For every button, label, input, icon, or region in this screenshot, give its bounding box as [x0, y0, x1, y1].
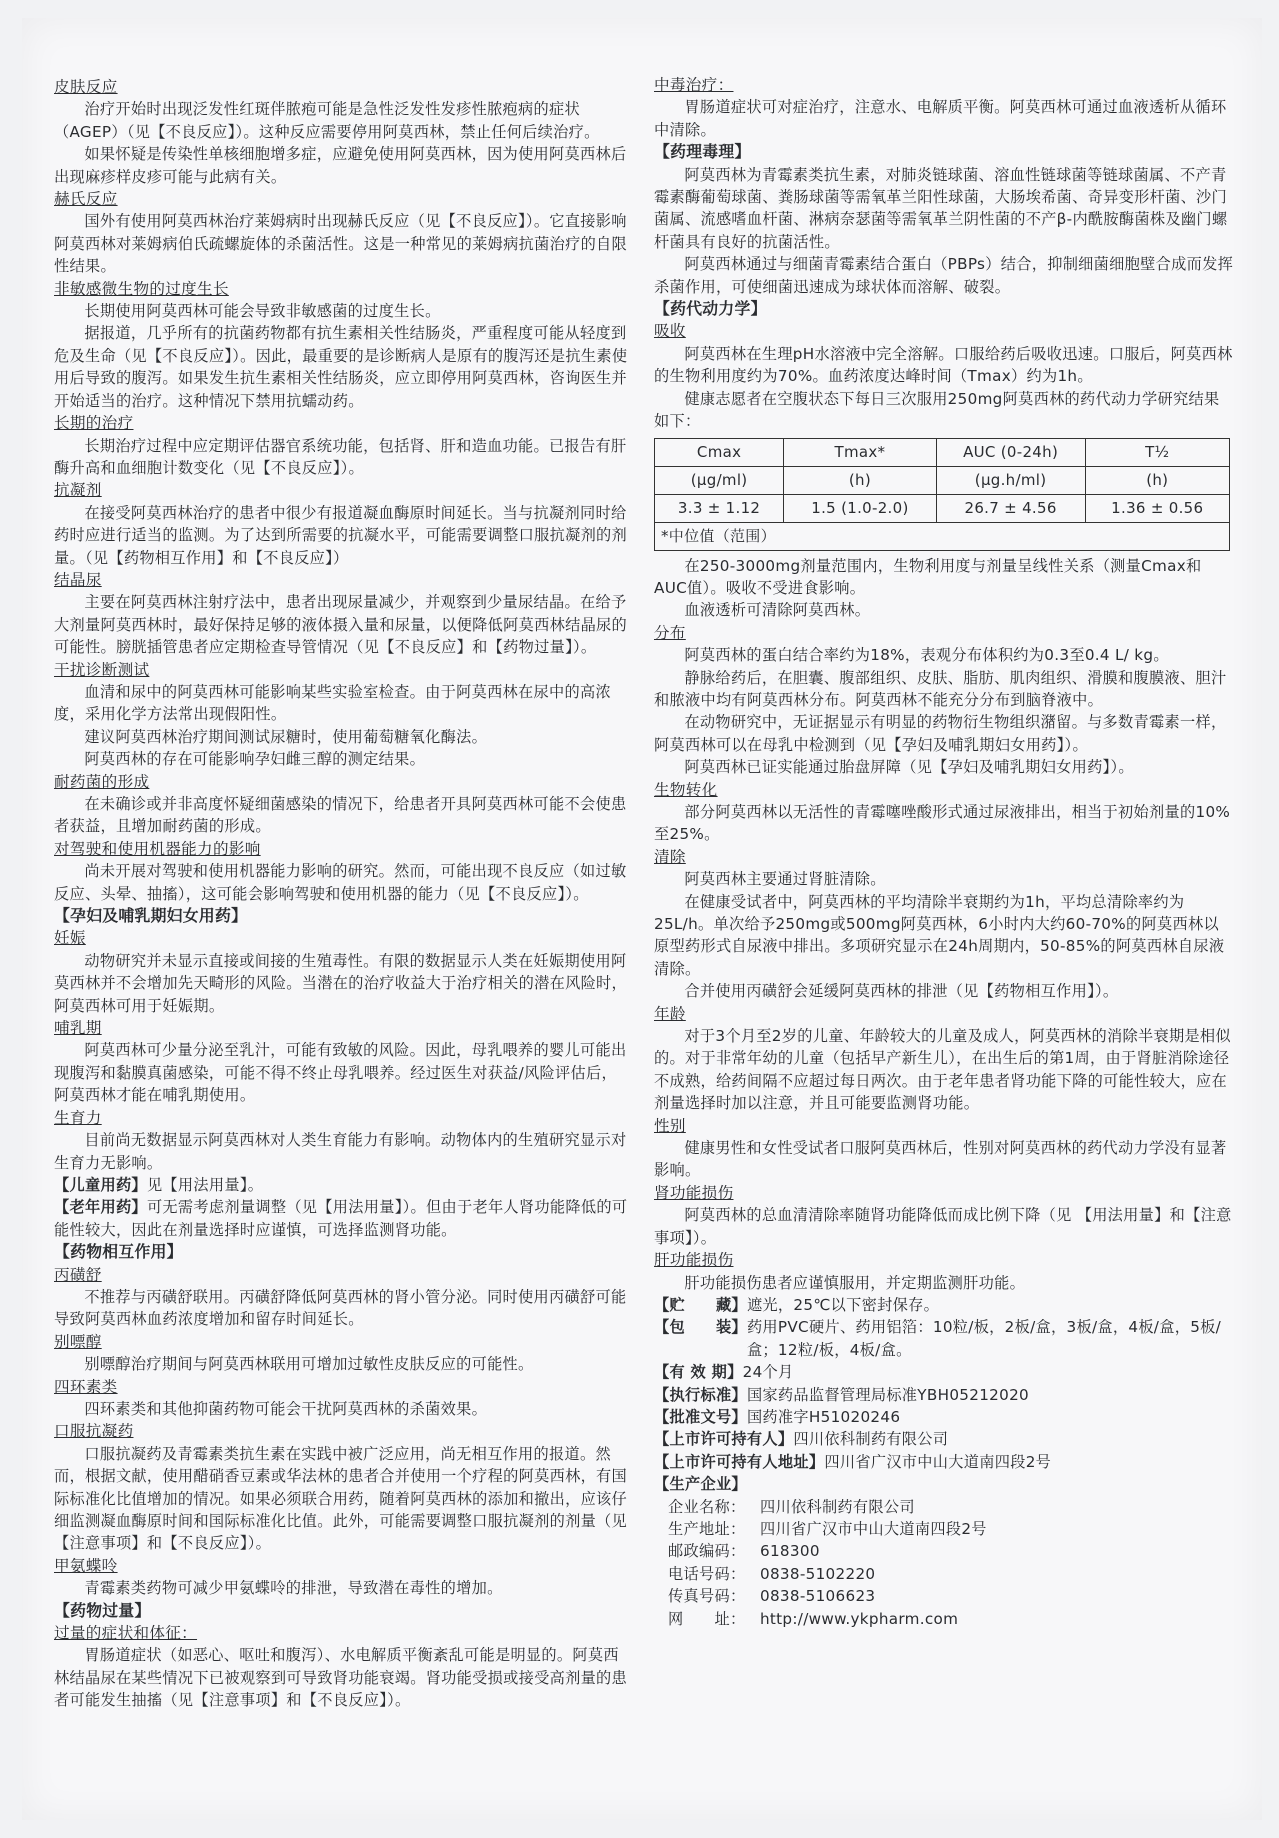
paragraph: 尚未开展对驾驶和使用机器能力影响的研究。然而，可能出现不良反应（如过敏反应、头晕、抽搐），这可能会影响驾驶和使用机器的能力（见【不良反应】）。 — [54, 862, 627, 903]
info-row — [654, 1473, 1234, 1495]
paragraph: 国外有使用阿莫西林治疗莱姆病时出现赫氏反应（见【不良反应】）。它直接影响阿莫西林对莱姆病伯氏疏螺旋体的杀菌活性。这是一种常见的莱姆病抗菌治疗的自限性结果。 — [54, 212, 628, 276]
info-value: 药用PVC硬片、药用铝箔：10粒/板，2板/盒，3板/盒，4板/盒，5板/盒；12粒/板，4板/盒。 — [746, 1318, 1222, 1359]
subsection-heading: 年龄 — [654, 1004, 686, 1023]
paragraph: 阿莫西林为青霉素类抗生素，对肺炎链球菌、溶血性链球菌等链球菌属、不产青霉素酶葡萄球菌、粪肠球菌等需氧革兰阳性球菌，大肠埃希菌、奇异变形杆菌、沙门菌属、流感嗜血杆菌、淋病奈瑟菌等需氧革兰阴性菌的不产β-内酰胺酶菌株及幽门螺杆菌具有良好的抗菌活性。 — [654, 165, 1228, 251]
paragraph: 阿莫西林可少量分泌至乳汁，可能有致敏的风险。因此，母乳喂养的婴儿可能出现腹泻和黏膜真菌感染，可能不得不终止母乳喂养。经过医生对获益/风险评估后，阿莫西林才能在哺乳期使用。 — [54, 1041, 627, 1105]
left-column — [54, 76, 630, 1712]
info-label: 【贮 藏】 — [654, 1295, 747, 1314]
paragraph: 阿莫西林的总血清清除率随肾功能降低而成比例下降（见 【用法用量】和【注意事项】）。 — [654, 1206, 1232, 1247]
info-value: 24个月 — [742, 1363, 794, 1382]
paragraph: 不推荐与丙磺舒联用。丙磺舒降低阿莫西林的肾小管分泌。同时使用丙磺舒可能导致阿莫西林血药浓度增加和留存时间延长。 — [54, 1287, 627, 1329]
pk-footnote: *中位值（范围） — [655, 522, 1230, 550]
manufacturer-value: 四川依科制药有限公司 — [760, 1497, 915, 1516]
manufacturer-value: 0838-5102220 — [760, 1564, 876, 1583]
paragraph: 静脉给药后，在胆囊、腹部组织、皮肤、脂肪、肌肉组织、滑膜和腹膜液、胆汁和脓液中均有阿莫西林分布。阿莫西林不能充分分布到脑脊液中。 — [654, 668, 1227, 709]
manufacturer-row — [668, 1563, 1234, 1585]
paragraph: 健康男性和女性受试者口服阿莫西林后，性别对阿莫西林的药代动力学没有显著影响。 — [654, 1139, 1227, 1180]
paragraph: 部分阿莫西林以无活性的青霉噻唑酸形式通过尿液排出，相当于初始剂量的10%至25%。 — [654, 802, 1231, 844]
paragraph: 血液透析可清除阿莫西林。 — [684, 601, 871, 620]
manufacturer-label: 企业名称： — [668, 1497, 746, 1516]
info-value: 国药准字H51020246 — [746, 1407, 901, 1426]
subsection-heading: 四环素类 — [54, 1377, 118, 1396]
subsection-heading: 口服抗凝药 — [54, 1422, 134, 1441]
pk-header-tmax: Tmax* — [784, 438, 936, 466]
subsection-heading: 别嘌醇 — [54, 1332, 102, 1351]
info-label: 【包 装】 — [654, 1318, 747, 1337]
manufacturer-label: 生产地址： — [668, 1519, 746, 1538]
subsection-heading: 耐药菌的形成 — [54, 772, 150, 791]
manufacturer-row — [668, 1540, 1234, 1562]
pk-unit-cell: (h) — [784, 466, 936, 494]
paragraph: 胃肠道症状可对症治疗，注意水、电解质平衡。阿莫西林可通过血液透析从循环中清除。 — [654, 98, 1227, 139]
info-row — [654, 1294, 1234, 1316]
pk-value-row — [655, 494, 1230, 522]
info-row — [654, 1451, 1234, 1473]
paragraph: 长期使用阿莫西林可能会导致非敏感菌的过度生长。 — [84, 302, 441, 321]
right-column — [654, 74, 1234, 1630]
manufacturer-row — [668, 1496, 1234, 1518]
pk-unit-row — [655, 466, 1230, 494]
subsection-heading: 干扰诊断测试 — [54, 660, 150, 679]
pk-header-auc: AUC (0-24h) — [936, 438, 1085, 466]
manufacturer-value: 0838-5106623 — [760, 1587, 876, 1606]
subsection-heading: 肾功能损伤 — [654, 1183, 734, 1202]
paragraph: 肝功能损伤患者应谨慎服用，并定期监测肝功能。 — [684, 1273, 1026, 1292]
info-value: 国家药品监督管理局标准YBH05212020 — [746, 1385, 1030, 1404]
manufacturer-row — [668, 1608, 1234, 1630]
manufacturer-label: 邮政编码： — [668, 1542, 746, 1561]
pk-unit-cell: (μg.h/ml) — [936, 466, 1085, 494]
manufacturer-value: 四川省广汉市中山大道南四段2号 — [760, 1519, 987, 1538]
info-row — [654, 1428, 1234, 1450]
pk-unit-cell: (h) — [1085, 466, 1229, 494]
paragraph: 在动物研究中，无证据显示有明显的药物衍生物组织潴留。与多数青霉素一样，阿莫西林可以在母乳中检测到（见【孕妇及哺乳期妇女用药】）。 — [654, 713, 1227, 754]
paragraph: 健康志愿者在空腹状态下每日三次服用250mg阿莫西林的药代动力学研究结果如下： — [654, 389, 1220, 431]
paragraph: 青霉素类药物可减少甲氨蝶呤的排泄，导致潜在毒性的增加。 — [84, 1579, 503, 1598]
paragraph: 长期治疗过程中应定期评估器官系统功能，包括肾、肝和造血功能。已报告有肝酶升高和血细胞计数变化（见【不良反应】）。 — [54, 436, 627, 477]
pk-footnote-row — [655, 522, 1230, 550]
subsection-heading: 肝功能损伤 — [654, 1251, 734, 1270]
paragraph: 血清和尿中的阿莫西林可能影响某些实验室检查。由于阿莫西林在尿中的高浓度，采用化学方法常出现假阳性。 — [54, 682, 611, 724]
info-label: 【执行标准】 — [654, 1385, 747, 1404]
manufacturer-label: 网 址： — [668, 1609, 746, 1628]
info-label: 【上市许可持有人】 — [654, 1430, 794, 1449]
section-paragraph — [54, 1174, 630, 1196]
pk-value-cell: 1.5 (1.0-2.0) — [784, 494, 936, 522]
section-heading: 【药代动力学】 — [654, 299, 767, 319]
info-row — [654, 1316, 1234, 1361]
subsection-heading: 吸收 — [654, 322, 686, 341]
subsection-heading: 抗凝剂 — [54, 481, 102, 500]
subsection-heading: 过量的症状和体征： — [54, 1624, 198, 1643]
section-heading: 【药物相互作用】 — [54, 1242, 183, 1262]
manufacturer-details — [654, 1496, 1234, 1630]
info-label: 【有 效 期】 — [654, 1363, 743, 1382]
subsection-heading: 清除 — [654, 847, 686, 866]
pk-value-cell: 3.3 ± 1.12 — [655, 494, 784, 522]
subsection-heading: 长期的治疗 — [54, 414, 134, 433]
paragraph: 对于3个月至2岁的儿童、年龄较大的儿童及成人，阿莫西林的消除半衰期是相似的。对于非常年幼的儿童（包括早产新生儿），在出生后的第1周，由于肾脏消除途径不成熟，给药间隔不应超过每日两次。由于老年患者肾功能下降的可能性较大，应在剂量选择时加以注意，并且可能要监测肾功能。 — [654, 1027, 1231, 1113]
section-heading: 【儿童用药】 — [54, 1175, 147, 1194]
subsection-heading: 甲氨蝶呤 — [54, 1556, 118, 1575]
subsection-heading: 分布 — [654, 623, 686, 642]
paragraph-text: 可无需考虑剂量调整（见【用法用量】）。但由于老年人肾功能降低的可能性较大，因此在剂量选择时应谨慎，可选择监测肾功能。 — [54, 1198, 628, 1239]
right-top-section — [654, 74, 1234, 433]
right-mid-section — [654, 555, 1234, 1294]
paragraph: 胃肠道症状（如恶心、呕吐和腹泻）、水电解质平衡紊乱可能是明显的。阿莫西林结晶尿在某些情况下已被观察到可导致肾功能衰竭。肾功能受损或接受高剂量的患者可能发生抽搐（见【注意事项】和【不良反应】）。 — [54, 1646, 628, 1710]
info-value: 遮光，25℃以下密封保存。 — [746, 1295, 940, 1314]
pk-value-cell: 26.7 ± 4.56 — [936, 494, 1085, 522]
paragraph: 阿莫西林通过与细菌青霉素结合蛋白（PBPs）结合，抑制细菌细胞壁合成而发挥杀菌作用，可使细菌迅速成为球状体而溶解、破裂。 — [654, 255, 1234, 296]
paragraph: 四环素类和其他抑菌药物可能会干扰阿莫西林的杀菌效果。 — [84, 1399, 488, 1418]
info-row — [654, 1361, 1234, 1383]
paragraph: 目前尚无数据显示阿莫西林对人类生育能力有影响。动物体内的生殖研究显示对生育力无影响。 — [54, 1131, 627, 1172]
subsection-heading: 赫氏反应 — [54, 190, 118, 209]
subsection-heading: 丙磺舒 — [54, 1265, 102, 1284]
pk-header-row — [655, 438, 1230, 466]
paragraph: 口服抗凝药及青霉素类抗生素在实践中被广泛应用，尚无相互作用的报道。然而，根据文献，使用醋硝香豆素或华法林的患者合并使用一个疗程的阿莫西林，有国际标准化比值增加的情况。如果必须联合用药，随着阿莫西林的添加和撤出，应该仔细监测凝血酶原时间和国际标准化比值。此外，可能需要调整口服抗凝剂的剂量（见【注意事项】和【不良反应】）。 — [54, 1444, 628, 1553]
manufacturer-value: 618300 — [760, 1542, 820, 1561]
paragraph: 别嘌醇治疗期间与阿莫西林联用可增加过敏性皮肤反应的可能性。 — [84, 1355, 534, 1374]
paragraph: 阿莫西林的存在可能影响孕妇雌三醇的测定结果。 — [84, 750, 426, 769]
paragraph: 主要在阿莫西林注射疗法中，患者出现尿量减少，并观察到少量尿结晶。在给予大剂量阿莫西林时，最好保持足够的液体摄入量和尿量，以便降低阿莫西林结晶尿的可能性。膀胱插管患者应定期检查导管情况（见【不良反应】和【药物过量】）。 — [54, 593, 628, 657]
section-heading: 【老年用药】 — [54, 1198, 147, 1217]
manufacturer-row — [668, 1585, 1234, 1607]
manufacturer-label: 电话号码： — [668, 1564, 746, 1583]
subsection-heading: 非敏感微生物的过度生长 — [54, 279, 229, 298]
subsection-heading: 对驾驶和使用机器能力的影响 — [54, 839, 261, 858]
section-heading: 【药物过量】 — [54, 1600, 151, 1620]
pk-header-cmax: Cmax — [655, 438, 784, 466]
paragraph: 在未确诊或并非高度怀疑细菌感染的情况下，给患者开具阿莫西林可能不会使患者获益，且增加耐药菌的形成。 — [54, 795, 627, 836]
paragraph: 在250-3000mg剂量范围内，生物利用度与剂量呈线性关系（测量Cmax和AUC值）。吸收不受进食影响。 — [654, 556, 1202, 597]
paragraph: 治疗开始时出现泛发性红斑伴脓疱可能是急性泛发性发疹性脓疱病的症状（AGEP）（见【不良反应】）。这种反应需要停用阿莫西林，禁止任何后续治疗。 — [54, 100, 600, 141]
subsection-heading: 皮肤反应 — [54, 78, 118, 96]
paragraph-text: 见【用法用量】。 — [146, 1175, 264, 1194]
manufacturer-value: http://www.ykpharm.com — [760, 1609, 959, 1628]
leaflet-page — [22, 18, 1262, 1820]
paragraph: 合并使用丙磺舒会延缓阿莫西林的排泄（见【药物相互作用】）。 — [684, 982, 1119, 1001]
info-label: 【批准文号】 — [654, 1407, 747, 1426]
paragraph: 阿莫西林已证实能通过胎盘屏障（见【孕妇及哺乳期妇女用药】）。 — [684, 758, 1134, 777]
paragraph: 建议阿莫西林治疗期间测试尿糖时，使用葡萄糖氧化酶法。 — [84, 727, 488, 746]
manufacturer-label: 传真号码： — [668, 1587, 746, 1606]
subsection-heading: 中毒治疗： — [654, 76, 734, 94]
info-value: 四川依科制药有限公司 — [793, 1430, 949, 1449]
info-row — [654, 1406, 1234, 1428]
paragraph: 动物研究并未显示直接或间接的生殖毒性。有限的数据显示人类在妊娠期使用阿莫西林并不会增加先天畸形的风险。当潜在的治疗收益大于治疗相关的潜在风险时，阿莫西林可用于妊娠期。 — [54, 951, 628, 1015]
subsection-heading: 性别 — [654, 1116, 686, 1135]
manufacturer-row — [668, 1518, 1234, 1540]
subsection-heading: 生育力 — [54, 1108, 102, 1127]
paragraph: 据报道，几乎所有的抗菌药物都有抗生素相关性结肠炎，严重程度可能从轻度到危及生命（见【不良反应】）。因此，最重要的是诊断病人是原有的腹泻还是抗生素使用后导致的腹泻。如果发生抗生素相关性结肠炎，应立即停用阿莫西林，咨询医生并开始适当的治疗。这种情况下禁用抗蠕动药。 — [54, 324, 628, 410]
subsection-heading: 生物转化 — [654, 780, 718, 799]
paragraph: 在接受阿莫西林治疗的患者中很少有报道凝血酶原时间延长。当与抗凝剂同时给药时应进行适当的监测。为了达到所需要的抗凝水平，可能需要调整口服抗凝剂的剂量。（见【药物相互作用】和【不良反应】） — [54, 503, 628, 567]
info-row — [654, 1384, 1234, 1406]
product-info-section — [654, 1294, 1234, 1496]
pk-unit-cell: (μg/ml) — [655, 466, 784, 494]
paragraph: 阿莫西林主要通过肾脏清除。 — [684, 870, 886, 889]
info-label: 【生产企业】 — [654, 1475, 747, 1494]
subsection-heading: 哺乳期 — [54, 1019, 102, 1038]
paragraph: 如果怀疑是传染性单核细胞增多症，应避免使用阿莫西林，因为使用阿莫西林后出现麻疹样皮疹可能与此病有关。 — [54, 145, 627, 186]
subsection-heading: 妊娠 — [54, 929, 86, 948]
subsection-heading: 结晶尿 — [54, 570, 102, 589]
section-heading: 【药理毒理】 — [654, 142, 751, 162]
pk-value-cell: 1.36 ± 0.56 — [1085, 494, 1229, 522]
paragraph: 阿莫西林的蛋白结合率约为18%，表观分布体积约为0.3至0.4 L/ kg。 — [684, 646, 1169, 665]
paragraph: 在健康受试者中，阿莫西林的平均清除半衰期约为1h，平均总清除率约为25L/h。单次给予250mg或500mg阿莫西林，6小时内大约60-70%的阿莫西林以原型药形式自尿液中排出。多项研究显示在24h周期内，50-85%的阿莫西林自尿液清除。 — [654, 892, 1225, 978]
info-label: 【上市许可持有人地址】 — [654, 1452, 825, 1471]
info-value — [747, 1473, 1234, 1495]
section-heading: 【孕妇及哺乳期妇女用药】 — [54, 906, 248, 926]
info-value: 四川省广汉市中山大道南四段2号 — [824, 1452, 1052, 1471]
pk-header-thalf: T½ — [1085, 438, 1229, 466]
pharmacokinetics-table — [654, 438, 1230, 551]
section-paragraph — [54, 1196, 630, 1241]
paragraph: 阿莫西林在生理pH水溶液中完全溶解。口服给药后吸收迅速。口服后，阿莫西林的生物利用度约为70%。血药浓度达峰时间（Tmax）约为1h。 — [654, 344, 1233, 386]
